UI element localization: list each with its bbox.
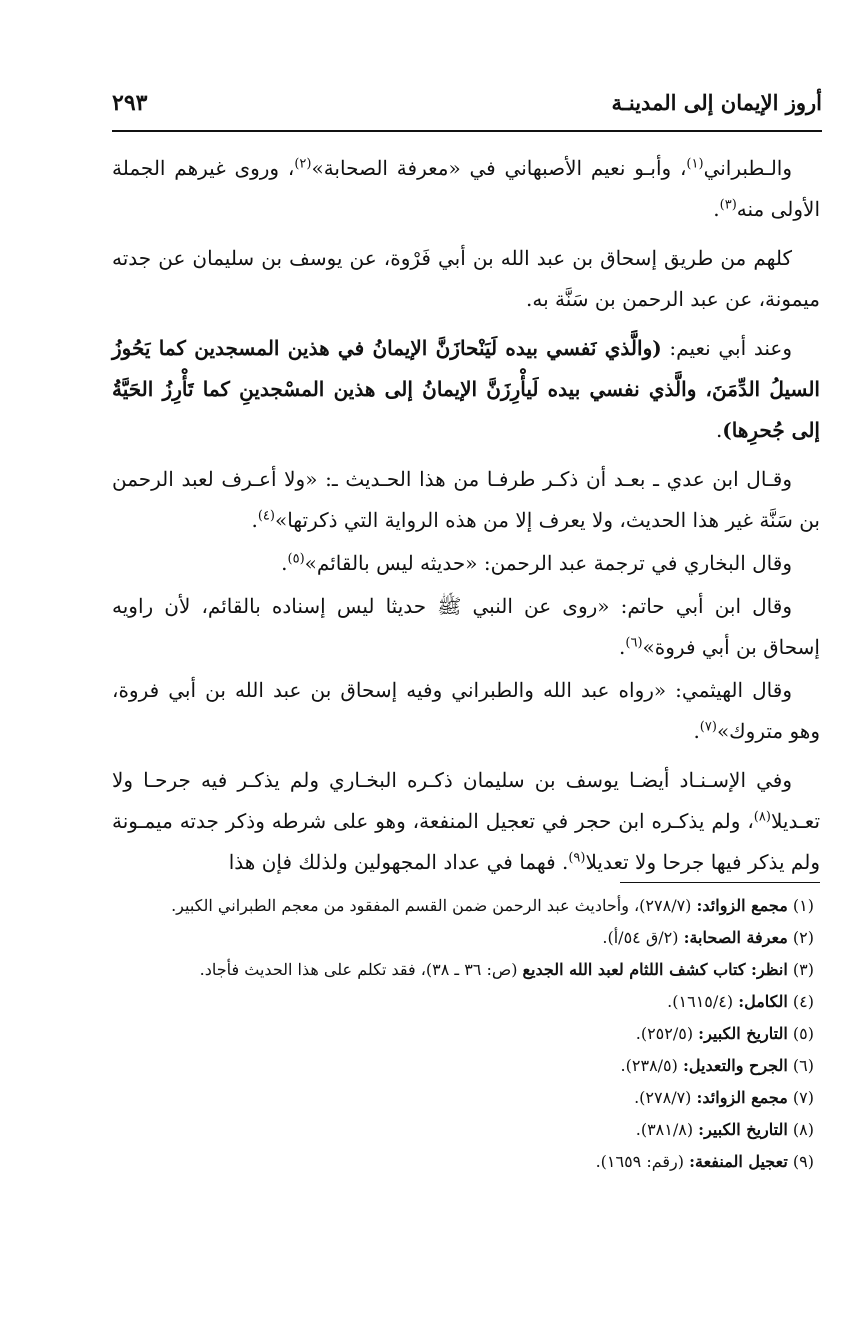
footnote-3	[112, 954, 820, 986]
footnote-text: (٣٨١/٨).	[635, 1120, 699, 1139]
footnote-number: (٦)	[792, 1056, 814, 1075]
footnote-source: الكامل:	[738, 992, 788, 1011]
text-run: وقال ابن أبي حاتم: «روى عن النبي ﷺ حديثا ليس إسناده بالقائم، لأن راويه إسحاق بن أبي فروة»	[112, 594, 820, 659]
footnote-ref-6: (٦)	[625, 635, 643, 651]
paragraph-1	[112, 148, 820, 230]
footnote-text: (٢٧٨/٧).	[634, 1088, 697, 1107]
footnote-ref-1: (١)	[686, 156, 704, 172]
footnote-ref-3: (٣)	[719, 197, 737, 213]
footnote-text: (٢٧٨/٧)، وأحاديث عبد الرحمن ضمن القسم المفقود من معجم الطبراني الكبير.	[171, 896, 697, 915]
footnote-2	[112, 922, 820, 954]
footnote-ref-2: (٢)	[294, 156, 312, 172]
footnotes	[112, 890, 820, 1178]
footnote-source: معرفة الصحابة:	[683, 928, 788, 947]
footnote-ref-5: (٥)	[287, 551, 305, 567]
footnote-7	[112, 1082, 820, 1114]
text-run: والـطبراني	[703, 156, 792, 180]
footnote-source: التاريخ الكبير:	[698, 1024, 788, 1043]
footnote-number: (٢)	[792, 928, 814, 947]
footnote-source: انظر: كتاب كشف اللثام لعبد الله الجديع	[522, 960, 788, 979]
running-title: أروز الإيمان إلى المدينـة	[611, 90, 822, 115]
footnote-source: مجمع الزوائد:	[696, 1088, 788, 1107]
footnote-ref-4: (٤)	[257, 508, 275, 524]
paragraph-7	[112, 670, 820, 752]
hadith-quote: (والَّذي نَفسي بيده لَيَنْحازَنَّ الإيمانُ في هذين المسجدين كما يَحُوزُ السيلُ الدِّمَنَ، والَّذي نفسي بيده لَيأْرِزَنَّ الإيمانُ إلى هذين المسْجدينِ كما تَأْرِزُ الحَيَّةُ إلى جُحرِها)	[112, 336, 820, 442]
footnote-text: (٢٥٢/٥).	[635, 1024, 699, 1043]
main-text	[112, 148, 820, 891]
footnote-ref-9: (٩)	[568, 850, 586, 866]
footnote-ref-7: (٧)	[699, 719, 717, 735]
footnote-6	[112, 1050, 820, 1082]
text-run: .	[693, 719, 700, 743]
text-run: .	[619, 635, 626, 659]
text-run: وقـال ابن عدي ـ بعـد أن ذكـر طرفـا من هذا الحـديث ـ: «ولا أعـرف لعبد الرحمن بن سَنَّة غير هذا الحديث، ولا يعرف إلا من هذه الرواية التي ذكرتها»	[112, 467, 820, 532]
footnote-text: (٢٣٨/٥).	[620, 1056, 683, 1075]
paragraph-8	[112, 760, 820, 883]
text-run: .	[251, 508, 258, 532]
paragraph-5	[112, 543, 820, 584]
text-run: .	[281, 551, 288, 575]
footnote-4	[112, 986, 820, 1018]
text-run: .	[713, 197, 720, 221]
footnote-rule	[620, 882, 820, 883]
paragraph-4	[112, 459, 820, 541]
footnote-number: (٤)	[792, 992, 814, 1011]
footnote-9	[112, 1146, 820, 1178]
page-number: ٢٩٣	[112, 90, 148, 116]
footnote-source: الجرح والتعديل:	[682, 1056, 788, 1075]
footnote-number: (٣)	[792, 960, 814, 979]
footnote-source: التاريخ الكبير:	[698, 1120, 788, 1139]
footnote-number: (٥)	[792, 1024, 814, 1043]
text-run: وعند أبي نعيم:	[661, 336, 792, 360]
footnote-5	[112, 1018, 820, 1050]
footnote-source: مجمع الزوائد:	[696, 896, 788, 915]
page-header	[112, 88, 822, 128]
text-run: وقال البخاري في ترجمة عبد الرحمن: «حديثه ليس بالقائم»	[304, 551, 792, 575]
paragraph-3	[112, 328, 820, 451]
footnote-text: (رقم: ١٦٥٩).	[595, 1152, 690, 1171]
footnote-1	[112, 890, 820, 922]
text-run: ، وأبـو نعيم الأصبهاني في «معرفة الصحابة»	[311, 156, 687, 180]
footnote-8	[112, 1114, 820, 1146]
footnote-number: (٩)	[792, 1152, 814, 1171]
text-run: . فهما في عداد المجهولين ولذلك فإن هذا	[228, 850, 569, 874]
paragraph-2: كلهم من طريق إسحاق بن عبد الله بن أبي فَرْوة، عن يوسف بن سليمان عن جدته ميمونة، عن عبد الرحمن بن سَنَّة به.	[112, 246, 820, 311]
footnote-ref-8: (٨)	[753, 809, 771, 825]
footnote-number: (٧)	[792, 1088, 814, 1107]
footnote-text: (٢/ق ٥٤/أ).	[602, 928, 684, 947]
text-run: ، ولم يذكـره ابن حجر في تعجيل المنفعة، وهو على شرطه وذكر جدته ميمـونة ولم يذكر فيها جرحا ولا تعديلا	[112, 809, 820, 874]
footnote-text: (١٦١٥/٤).	[667, 992, 739, 1011]
footnote-number: (١)	[792, 896, 814, 915]
footnote-text: (ص: ٣٦ ـ ٣٨)، فقد تكلم على هذا الحديث فأجاد.	[199, 960, 523, 979]
text-run: ، وروى غيرهم الجملة الأولى منه	[112, 156, 820, 221]
footnote-number: (٨)	[792, 1120, 814, 1139]
text-run: وفي الإسـنـاد أيضـا يوسف بن سليمان ذكـره البخـاري ولم يذكـر فيه جرحـا ولا تعـديلا	[112, 768, 821, 833]
footnote-source: تعجيل المنفعة:	[689, 1152, 788, 1171]
header-rule	[112, 130, 822, 132]
text-run: وقال الهيثمي: «رواه عبد الله والطبراني وفيه إسحاق بن عبد الله بن أبي فروة، وهو متروك»	[112, 678, 820, 743]
paragraph-6	[112, 586, 820, 668]
text-run: .	[715, 418, 723, 442]
